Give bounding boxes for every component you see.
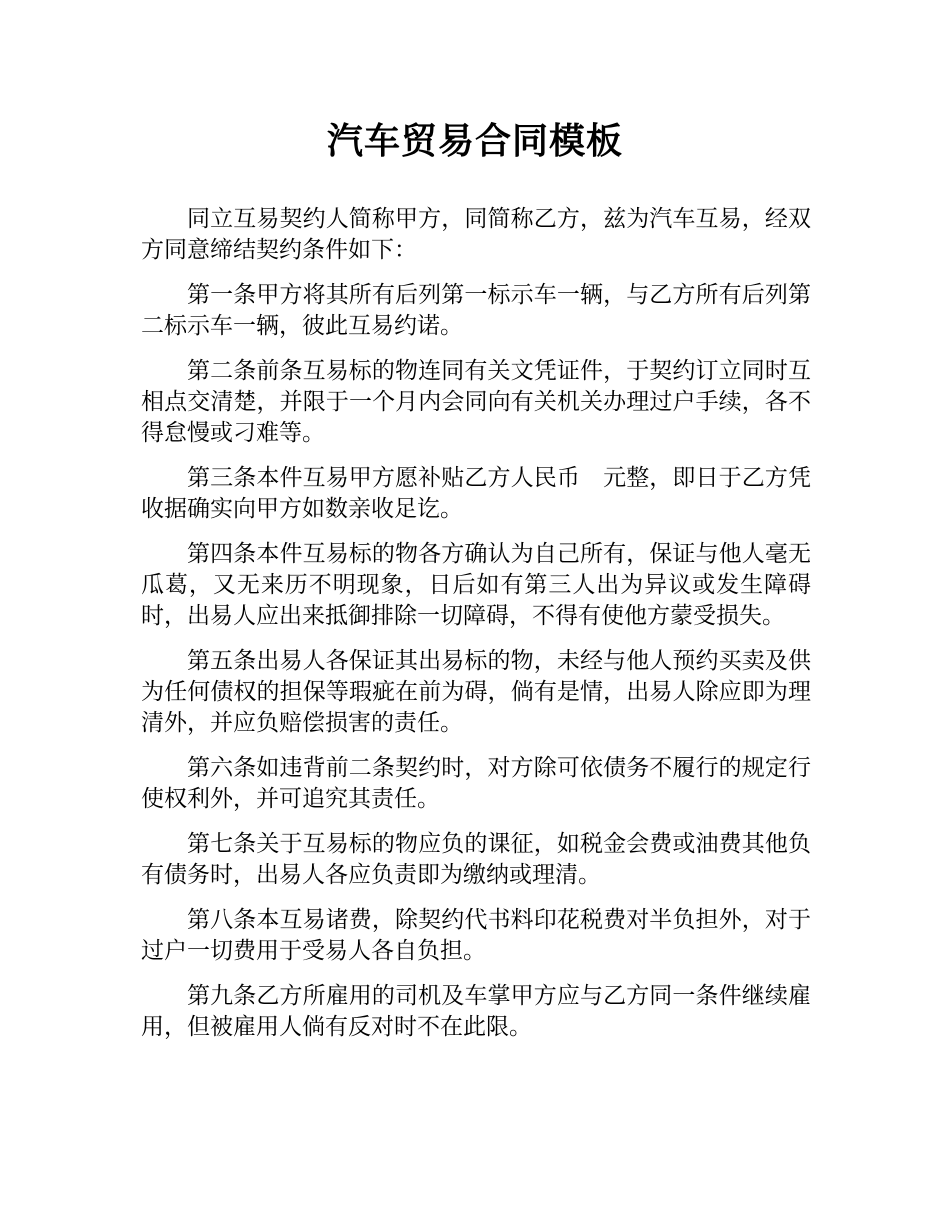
paragraph-preamble: 同立互易契约人简称甲方，同简称乙方，兹为汽车互易，经双方同意缔结契约条件如下： xyxy=(141,206,811,263)
paragraph-article-8: 第八条本互易诸费，除契约代书料印花税费对半负担外，对于过户一切费用于受易人各自负担。 xyxy=(141,907,811,964)
paragraph-article-9: 第九条乙方所雇用的司机及车掌甲方应与乙方同一条件继续雇用，但被雇用人倘有反对时不在此限。 xyxy=(141,983,811,1040)
paragraph-article-5: 第五条出易人各保证其出易标的物，未经与他人预约买卖及供为任何债权的担保等瑕疵在前为碍，倘有是情，出易人除应即为理清外，并应负赔偿损害的责任。 xyxy=(141,648,811,736)
paragraph-article-1: 第一条甲方将其所有后列第一标示车一辆，与乙方所有后列第二标示车一辆，彼此互易约诺。 xyxy=(141,282,811,339)
paragraph-article-3: 第三条本件互易甲方愿补贴乙方人民币 元整，即日于乙方凭收据确实向甲方如数亲收足讫。 xyxy=(141,465,811,522)
document-title: 汽车贸易合同模板 xyxy=(326,121,623,162)
document-body xyxy=(141,204,811,1057)
paragraph-article-4: 第四条本件互易标的物各方确认为自己所有，保证与他人毫无瓜葛，又无来历不明现象，日后如有第三人出为异议或发生障碍时，出易人应出来抵御排除一切障碍，不得有使他方蒙受损失。 xyxy=(141,541,811,629)
paragraph-article-2: 第二条前条互易标的物连同有关文凭证件，于契约订立同时互相点交清楚，并限于一个月内会同向有关机关办理过户手续，各不得怠慢或刁难等。 xyxy=(141,358,811,446)
paragraph-article-6: 第六条如违背前二条契约时，对方除可依债务不履行的规定行使权利外，并可追究其责任。 xyxy=(141,755,811,812)
paragraph-article-7: 第七条关于互易标的物应负的课征，如税金会费或油费其他负有债务时，出易人各应负责即为缴纳或理清。 xyxy=(141,831,811,888)
